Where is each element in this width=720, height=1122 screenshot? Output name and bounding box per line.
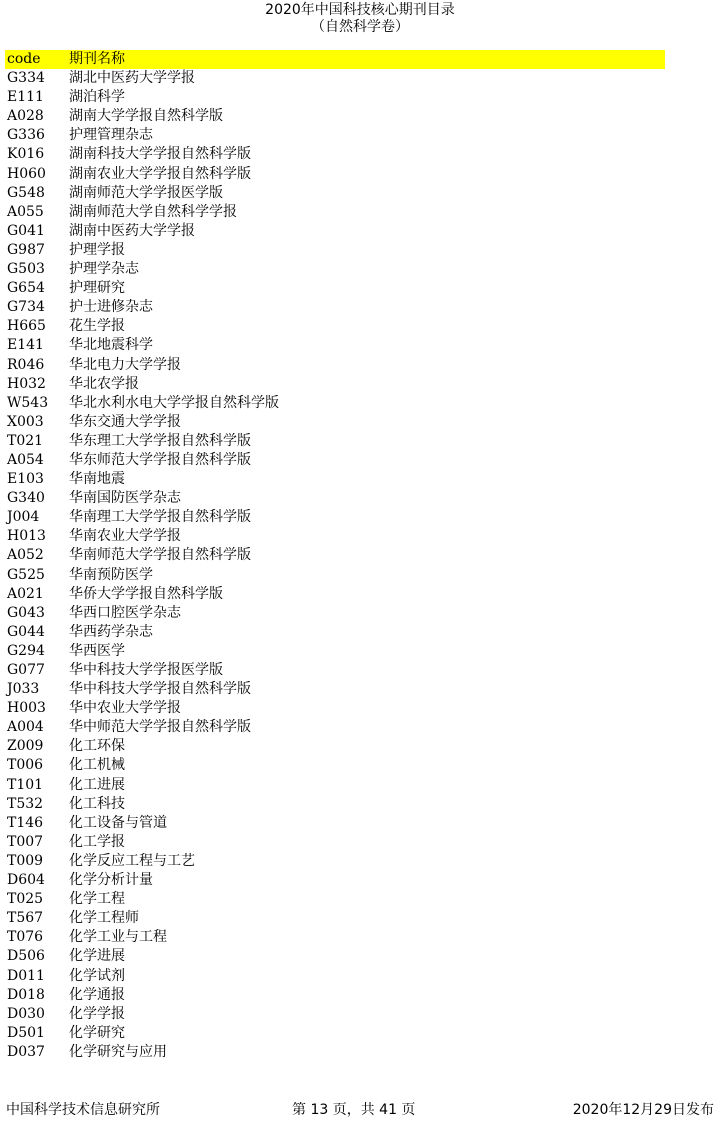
- table-row: [5, 718, 665, 737]
- journal-name: 湖南科技大学学报自然科学版: [69, 146, 251, 163]
- table-row: [5, 508, 665, 527]
- table-row: [5, 604, 665, 623]
- table-row: [5, 298, 665, 317]
- table-row: [5, 222, 665, 241]
- table-row: [5, 1043, 665, 1062]
- journal-name: 化学进展: [69, 948, 125, 965]
- journal-name: 护理学报: [69, 241, 125, 258]
- table-row: [5, 241, 665, 260]
- table-row: [5, 1005, 665, 1024]
- journal-name: 化学工程师: [69, 910, 139, 927]
- journal-name: 华中师范大学学报自然科学版: [69, 719, 251, 736]
- journal-code: E141: [7, 337, 44, 354]
- table-body: [5, 69, 665, 1062]
- journal-code: D030: [7, 1005, 45, 1022]
- journal-code: G654: [7, 280, 45, 297]
- table-row: [5, 928, 665, 947]
- journal-name: 化学工程: [69, 891, 125, 908]
- journal-code: T021: [7, 432, 44, 449]
- journal-name: 湖南师范大学学报医学版: [69, 184, 223, 201]
- table-row: [5, 947, 665, 966]
- column-header-name: 期刊名称: [69, 51, 125, 67]
- table-row: [5, 69, 665, 88]
- journal-name: 化工进展: [69, 776, 125, 793]
- table-row: [5, 203, 665, 222]
- journal-name: 华东理工大学学报自然科学版: [69, 432, 251, 449]
- journal-code: D501: [7, 1024, 45, 1041]
- table-row: [5, 776, 665, 795]
- journal-name: 化学试剂: [69, 967, 125, 984]
- journal-table: [5, 50, 665, 1062]
- journal-name: 华北地震科学: [69, 337, 153, 354]
- table-row: [5, 909, 665, 928]
- journal-code: T532: [7, 795, 44, 812]
- journal-code: D011: [7, 967, 45, 984]
- table-row: [5, 795, 665, 814]
- journal-name: 化学通报: [69, 986, 125, 1003]
- journal-code: T025: [7, 891, 44, 908]
- journal-name: 湖泊科学: [69, 89, 125, 106]
- journal-code: G734: [7, 299, 45, 316]
- journal-code: H013: [7, 528, 46, 545]
- journal-name: 护理学杂志: [69, 261, 139, 278]
- journal-code: H003: [7, 700, 46, 717]
- journal-code: T009: [7, 852, 44, 869]
- table-row: [5, 756, 665, 775]
- journal-name: 化学学报: [69, 1005, 125, 1022]
- journal-code: D506: [7, 948, 45, 965]
- journal-name: 湖南师范大学自然科学学报: [69, 203, 237, 220]
- journal-code: A055: [7, 203, 44, 220]
- table-row: [5, 680, 665, 699]
- journal-code: T567: [7, 910, 44, 927]
- journal-code: G334: [7, 70, 45, 87]
- journal-name: 护士进修杂志: [69, 299, 153, 316]
- journal-name: 华北农学报: [69, 375, 139, 392]
- journal-code: J004: [7, 509, 40, 526]
- table-row: [5, 184, 665, 203]
- table-row: [5, 699, 665, 718]
- table-row: [5, 986, 665, 1005]
- footer-page-info: 第 13 页，共 41 页: [292, 1102, 416, 1118]
- table-row: [5, 279, 665, 298]
- journal-name: 华北电力大学学报: [69, 356, 181, 373]
- journal-code: K016: [7, 146, 45, 163]
- table-row: [5, 527, 665, 546]
- table-row: [5, 967, 665, 986]
- table-row: [5, 852, 665, 871]
- footer-publish-date: 2020年12月29日发布: [572, 1102, 714, 1118]
- table-row: [5, 890, 665, 909]
- table-row: [5, 737, 665, 756]
- table-row: [5, 165, 665, 184]
- table-row: [5, 394, 665, 413]
- journal-name: 护理研究: [69, 280, 125, 297]
- table-row: [5, 546, 665, 565]
- journal-name: 华西药学杂志: [69, 623, 153, 640]
- journal-name: 华中科技大学学报医学版: [69, 662, 223, 678]
- journal-name: 化学研究与应用: [69, 1043, 167, 1060]
- journal-name: 湖南农业大学学报自然科学版: [69, 165, 251, 182]
- table-row: [5, 126, 665, 145]
- table-row: [5, 317, 665, 336]
- journal-code: R046: [7, 356, 45, 373]
- table-row: [5, 661, 665, 680]
- journal-name: 化工学报: [69, 833, 125, 850]
- table-header-row: [5, 50, 665, 69]
- journal-name: 花生学报: [69, 318, 125, 335]
- journal-code: D604: [7, 872, 45, 889]
- table-row: [5, 451, 665, 470]
- journal-code: H060: [7, 165, 46, 182]
- journal-name: 华南理工大学学报自然科学版: [69, 509, 251, 526]
- journal-name: 化学研究: [69, 1024, 125, 1041]
- journal-name: 华北水利水电大学学报自然科学版: [69, 394, 279, 411]
- journal-code: A004: [7, 719, 44, 736]
- journal-code: G077: [7, 662, 45, 678]
- journal-name: 华中农业大学学报: [69, 700, 181, 717]
- journal-code: H665: [7, 318, 46, 335]
- table-row: [5, 623, 665, 642]
- table-row: [5, 1024, 665, 1043]
- journal-name: 化工环保: [69, 738, 125, 755]
- journal-name: 化学分析计量: [69, 872, 153, 889]
- journal-code: T101: [7, 776, 44, 793]
- journal-name: 华南农业大学学报: [69, 528, 181, 545]
- journal-code: G340: [7, 490, 45, 507]
- table-row: [5, 585, 665, 604]
- footer-institute: 中国科学技术信息研究所: [6, 1102, 160, 1118]
- journal-name: 化学工业与工程: [69, 929, 167, 946]
- table-row: [5, 871, 665, 890]
- journal-name: 化工科技: [69, 795, 125, 812]
- journal-code: T006: [7, 757, 44, 774]
- table-row: [5, 642, 665, 661]
- table-row: [5, 432, 665, 451]
- journal-name: 华西口腔医学杂志: [69, 604, 181, 621]
- journal-code: W543: [7, 394, 49, 411]
- journal-code: T007: [7, 833, 44, 850]
- journal-code: T076: [7, 929, 44, 946]
- journal-code: A054: [7, 451, 44, 468]
- journal-code: A021: [7, 585, 44, 602]
- journal-code: G044: [7, 623, 45, 640]
- journal-name: 化学反应工程与工艺: [69, 852, 195, 869]
- journal-name: 湖南大学学报自然科学版: [69, 108, 223, 125]
- journal-code: A028: [7, 108, 44, 125]
- journal-code: G294: [7, 642, 45, 659]
- page-title: 2020年中国科技核心期刊目录: [265, 2, 455, 18]
- table-row: [5, 260, 665, 279]
- journal-name: 华南国防医学杂志: [69, 490, 181, 507]
- journal-code: T146: [7, 814, 44, 831]
- journal-code: E103: [7, 471, 44, 488]
- journal-code: G987: [7, 241, 45, 258]
- journal-name: 湖南中医药大学学报: [69, 222, 195, 239]
- journal-code: G548: [7, 184, 45, 201]
- journal-name: 华东师范大学学报自然科学版: [69, 451, 251, 468]
- journal-name: 护理管理杂志: [69, 127, 153, 144]
- journal-name: 化工机械: [69, 757, 125, 774]
- journal-name: 华南师范大学学报自然科学版: [69, 547, 251, 564]
- page-subtitle: （自然科学卷）: [311, 19, 409, 35]
- journal-name: 华中科技大学学报自然科学版: [69, 681, 251, 698]
- journal-code: A052: [7, 547, 44, 564]
- journal-name: 华东交通大学学报: [69, 413, 181, 430]
- table-row: [5, 413, 665, 432]
- journal-name: 湖北中医药大学学报: [69, 70, 195, 87]
- table-row: [5, 145, 665, 164]
- table-row: [5, 833, 665, 852]
- journal-name: 华西医学: [69, 642, 125, 659]
- journal-name: 华侨大学学报自然科学版: [69, 585, 223, 602]
- journal-code: G041: [7, 222, 45, 239]
- journal-code: G043: [7, 604, 45, 621]
- table-row: [5, 88, 665, 107]
- table-row: [5, 375, 665, 394]
- column-header-code: code: [7, 51, 41, 67]
- table-row: [5, 336, 665, 355]
- journal-code: X003: [7, 413, 44, 430]
- table-row: [5, 566, 665, 585]
- journal-code: G336: [7, 127, 45, 144]
- journal-name: 华南预防医学: [69, 566, 153, 583]
- table-row: [5, 470, 665, 489]
- journal-code: G503: [7, 261, 45, 278]
- table-row: [5, 356, 665, 375]
- journal-code: J033: [7, 681, 40, 698]
- table-row: [5, 489, 665, 508]
- journal-code: Z009: [7, 738, 44, 755]
- journal-code: D018: [7, 986, 45, 1003]
- journal-name: 华南地震: [69, 471, 125, 488]
- journal-code: G525: [7, 566, 45, 583]
- journal-code: H032: [7, 375, 46, 392]
- journal-code: E111: [7, 89, 44, 106]
- table-row: [5, 107, 665, 126]
- table-row: [5, 814, 665, 833]
- journal-code: D037: [7, 1043, 45, 1060]
- journal-name: 化工设备与管道: [69, 814, 167, 831]
